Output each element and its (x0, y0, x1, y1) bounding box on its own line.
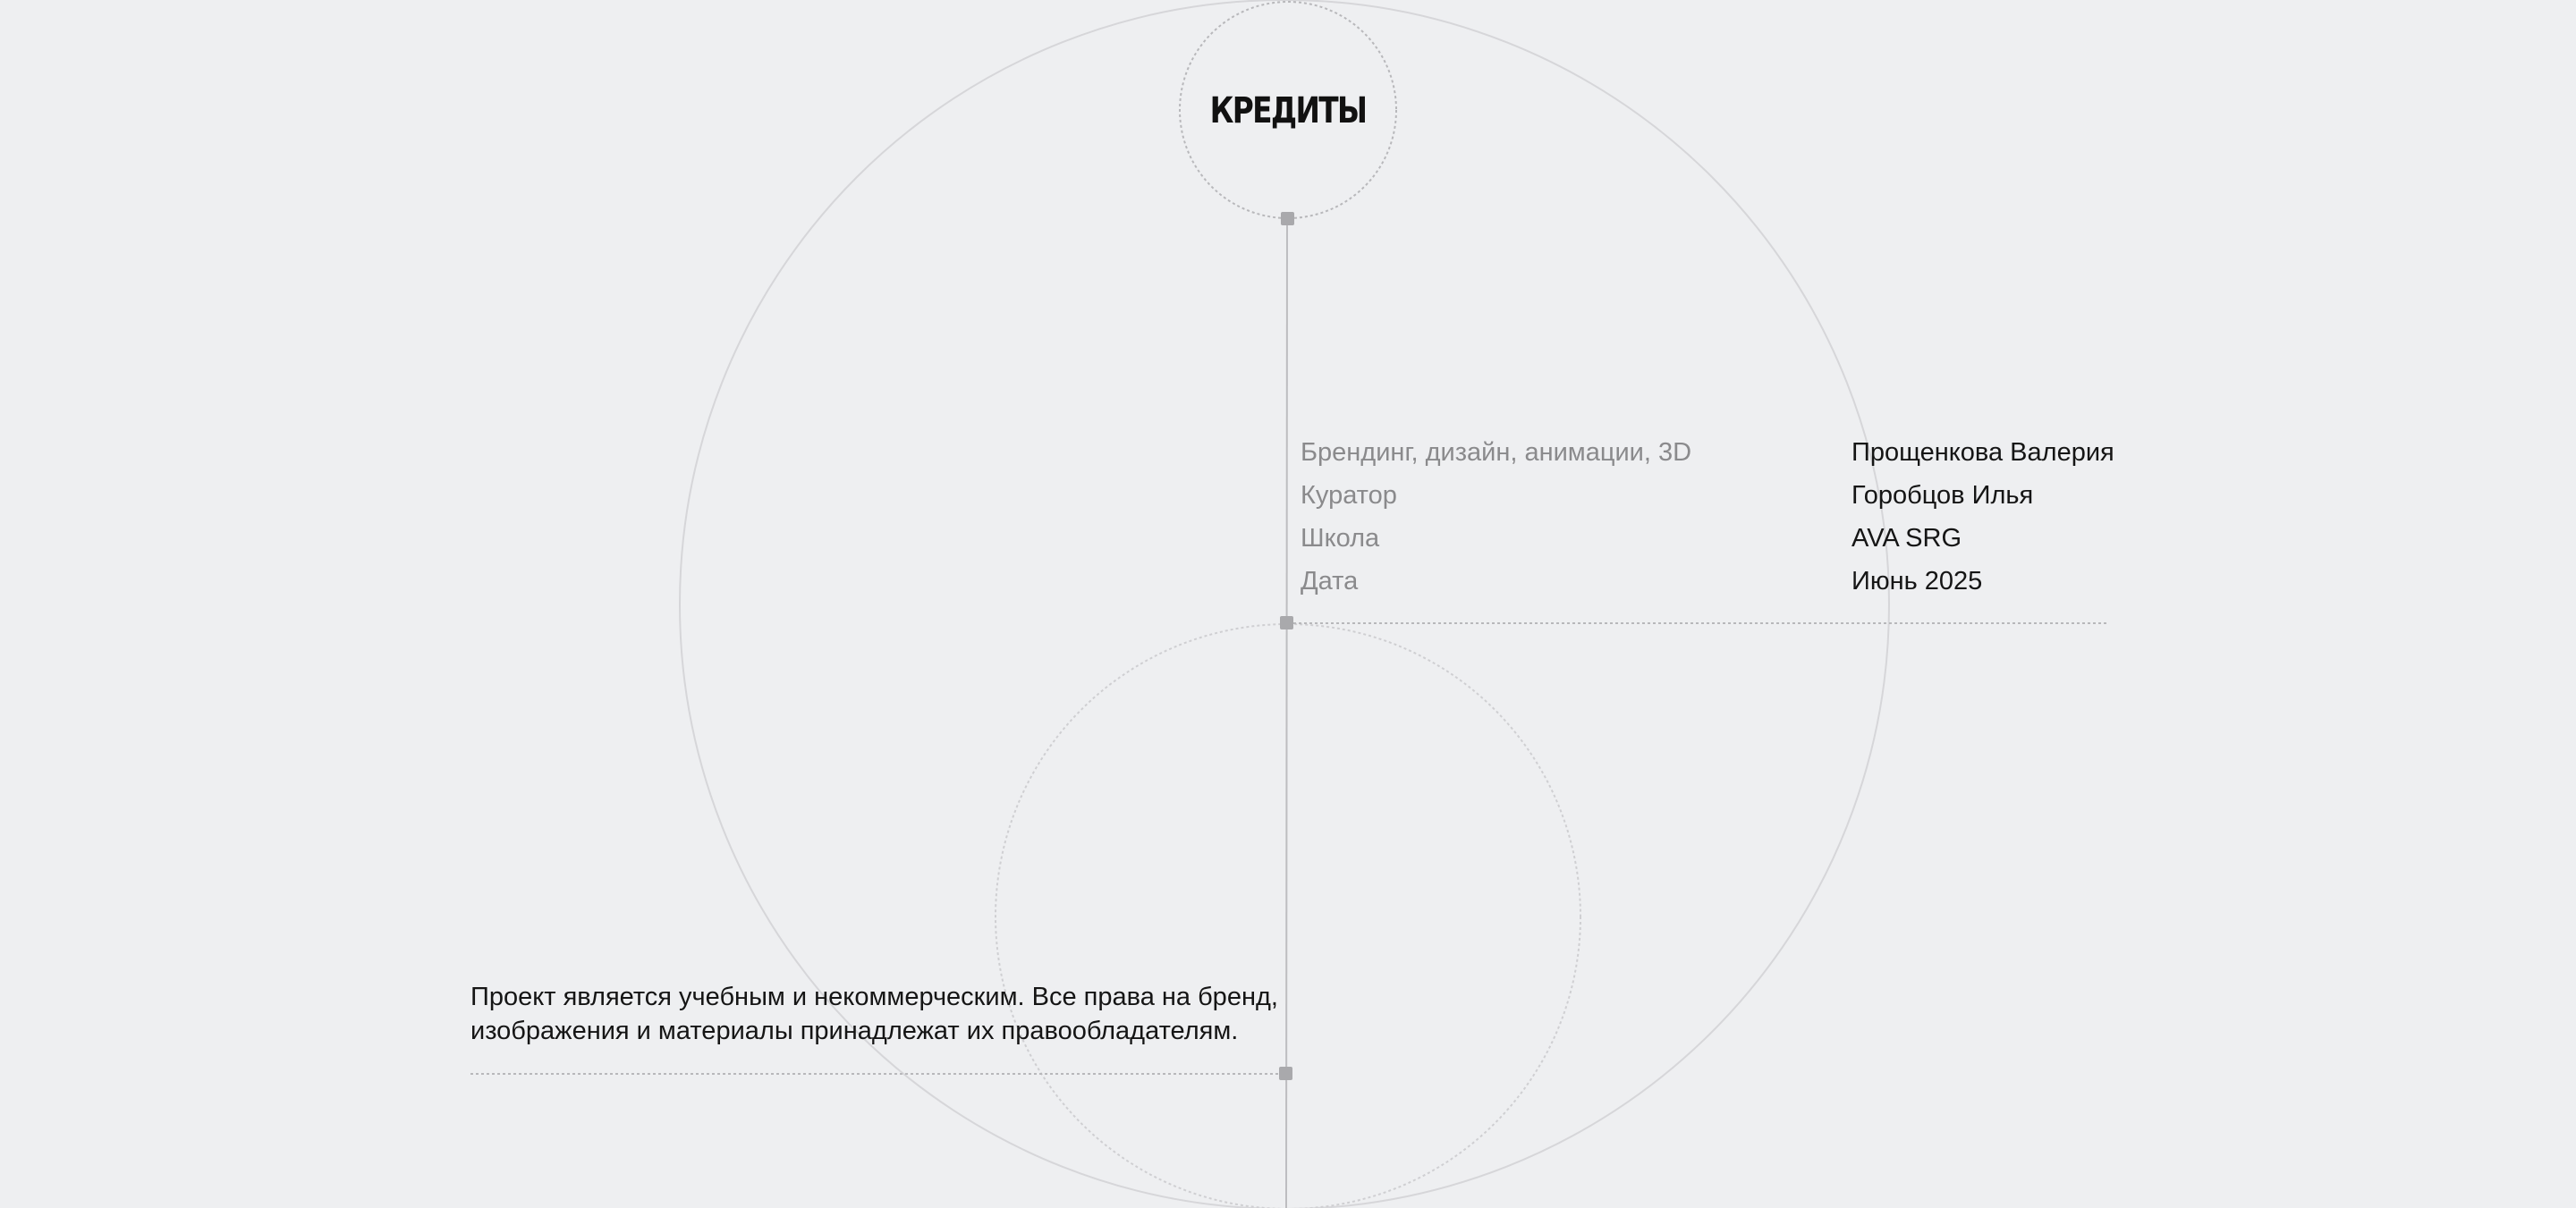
credits-list (1301, 431, 2114, 603)
credit-row-curator (1301, 474, 2106, 517)
credit-row-school (1301, 517, 2106, 560)
marker-top (1281, 212, 1294, 225)
credit-value: Горобцов Илья (1852, 481, 2034, 510)
credit-row-branding (1301, 431, 2114, 474)
credit-label: Дата (1301, 567, 1359, 596)
disclaimer-line-1: Проект является учебным и некоммерческим. Все права на бренд, (470, 983, 1278, 1011)
disclaimer-text (470, 980, 1311, 1048)
credit-value: Июнь 2025 (1852, 567, 1983, 596)
credit-label: Школа (1301, 524, 1380, 553)
credit-label: Брендинг, дизайн, анимации, 3D (1301, 438, 1692, 467)
lower-guide-circle (996, 624, 1580, 1208)
credit-value: Прощенкова Валерия (1852, 438, 2114, 467)
credit-row-date (1301, 560, 2106, 603)
credit-label: Куратор (1301, 481, 1397, 510)
marker-middle (1280, 616, 1293, 629)
marker-bottom (1279, 1067, 1292, 1080)
vertical-axis (1286, 218, 1287, 1208)
disclaimer-line-2: изображения и материалы принадлежат их правообладателям. (470, 1017, 1239, 1045)
page-title: КРЕДИТЫ (1209, 90, 1367, 131)
credit-value: AVA SRG (1852, 524, 1962, 553)
